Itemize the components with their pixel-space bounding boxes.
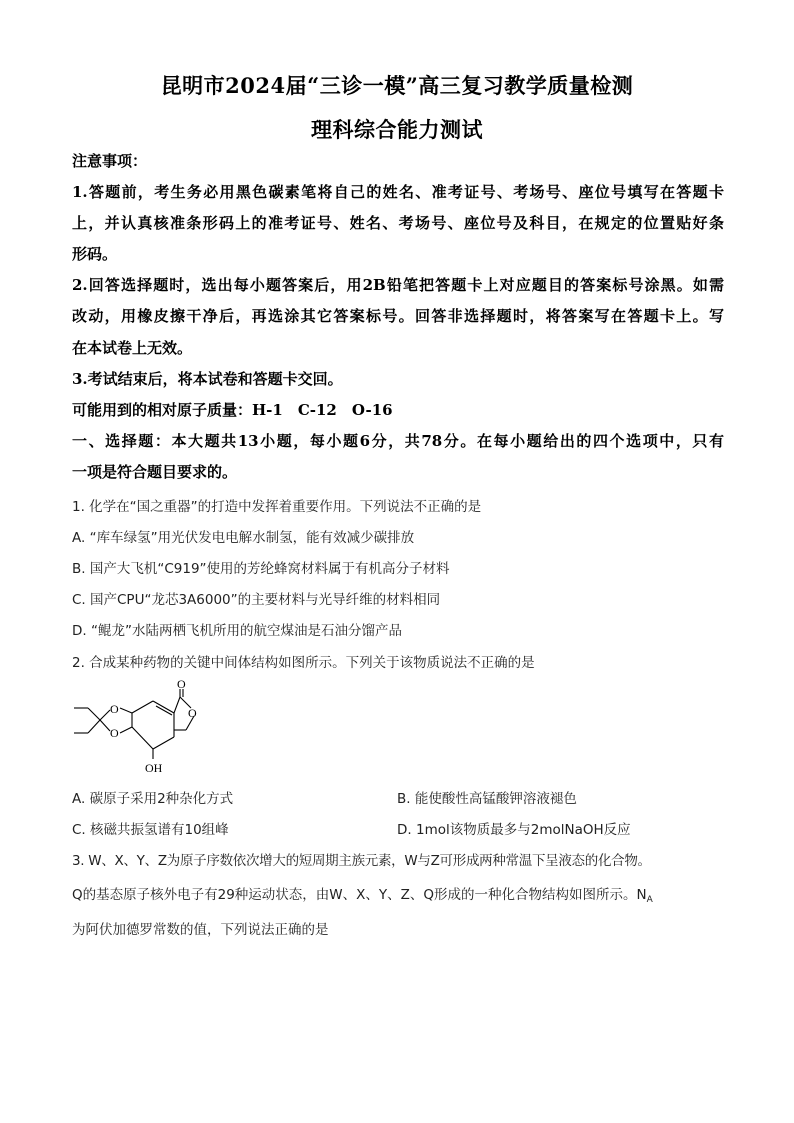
notice-line: 上，并认真核准条形码上的准考证号、姓名、考场号、座位号及科目，在规定的位置贴好条 (72, 214, 724, 232)
avogadro-subscript: A (646, 895, 653, 905)
question-1-option-a: A. “库车绿氢”用光伏发电电解水制氢，能有效减少碳排放 (72, 530, 415, 546)
question-2-option-d: D. 1mol该物质最多与2molNaOH反应 (397, 822, 631, 838)
question-1-option-c: C. 国产CPU“龙芯3A6000”的主要材料与光导纤维的材料相同 (72, 592, 441, 608)
question-2-option-a: A. 碳原子采用2种杂化方式 (72, 791, 234, 807)
notice-line: 形码。 (72, 245, 118, 263)
question-3-line: 为阿伏加德罗常数的值，下列说法正确的是 (72, 922, 329, 938)
question-2-option-c: C. 核磁共振氢谱有10组峰 (72, 822, 229, 838)
notice-line: 2.回答选择题时，选出每小题答案后，用2B铅笔把答题卡上对应题目的答案标号涂黑。如需 (72, 276, 724, 294)
chemical-structure-diagram (68, 675, 218, 775)
section-heading-cont: 一项是符合题目要求的。 (72, 463, 238, 481)
notice-line: 改动，用橡皮擦干净后，再选涂其它答案标号。回答非选择题时，将答案写在答题卡上。写 (72, 307, 724, 325)
exam-title: 昆明市2024届“三诊一模”高三复习教学质量检测 (160, 73, 634, 98)
question-1-option-b: B. 国产大飞机“C919”使用的芳纶蜂窝材料属于有机高分子材料 (72, 561, 450, 577)
atomic-masses: 可能用到的相对原子质量：H-1 C-12 O-16 (72, 401, 393, 419)
question-2-option-b: B. 能使酸性高锰酸钾溶液褪色 (397, 791, 577, 807)
notice-line: 1.答题前，考生务必用黑色碳素笔将自己的姓名、准考证号、考场号、座位号填写在答题卡 (72, 183, 724, 201)
question-3-text: Q的基态原子核外电子有29种运动状态，由W、X、Y、Z、Q形成的一种化合物结构如图所示。N (72, 887, 647, 903)
question-3-line: 3. W、X、Y、Z为原子序数依次增大的短周期主族元素，W与Z可形成两种常温下呈液态的化合物。 (72, 853, 651, 869)
ring-oxygen-top-label: O (110, 702, 119, 716)
question-2-stem: 2. 合成某种药物的关键中间体结构如图所示。下列关于该物质说法不正确的是 (72, 655, 535, 671)
ring-oxygen-bottom-label: O (110, 726, 119, 740)
notice-line: 3.考试结束后，将本试卷和答题卡交回。 (72, 370, 343, 388)
carbonyl-oxygen-label: O (177, 677, 186, 691)
hydroxyl-label: OH (145, 761, 163, 775)
question-1-stem: 1. 化学在“国之重器”的打造中发挥着重要作用。下列说法不正确的是 (72, 499, 482, 515)
notice-heading: 注意事项： (72, 152, 148, 170)
question-3-line (72, 883, 653, 905)
section-heading: 一、选择题：本大题共13小题，每小题6分，共78分。在每小题给出的四个选项中，只有 (72, 432, 724, 450)
question-1-option-d: D. “鲲龙”水陆两栖飞机所用的航空煤油是石油分馏产品 (72, 623, 402, 639)
ester-oxygen-label: O (188, 706, 197, 720)
notice-line: 在本试卷上无效。 (72, 339, 193, 357)
exam-subtitle: 理科综合能力测试 (311, 117, 483, 142)
